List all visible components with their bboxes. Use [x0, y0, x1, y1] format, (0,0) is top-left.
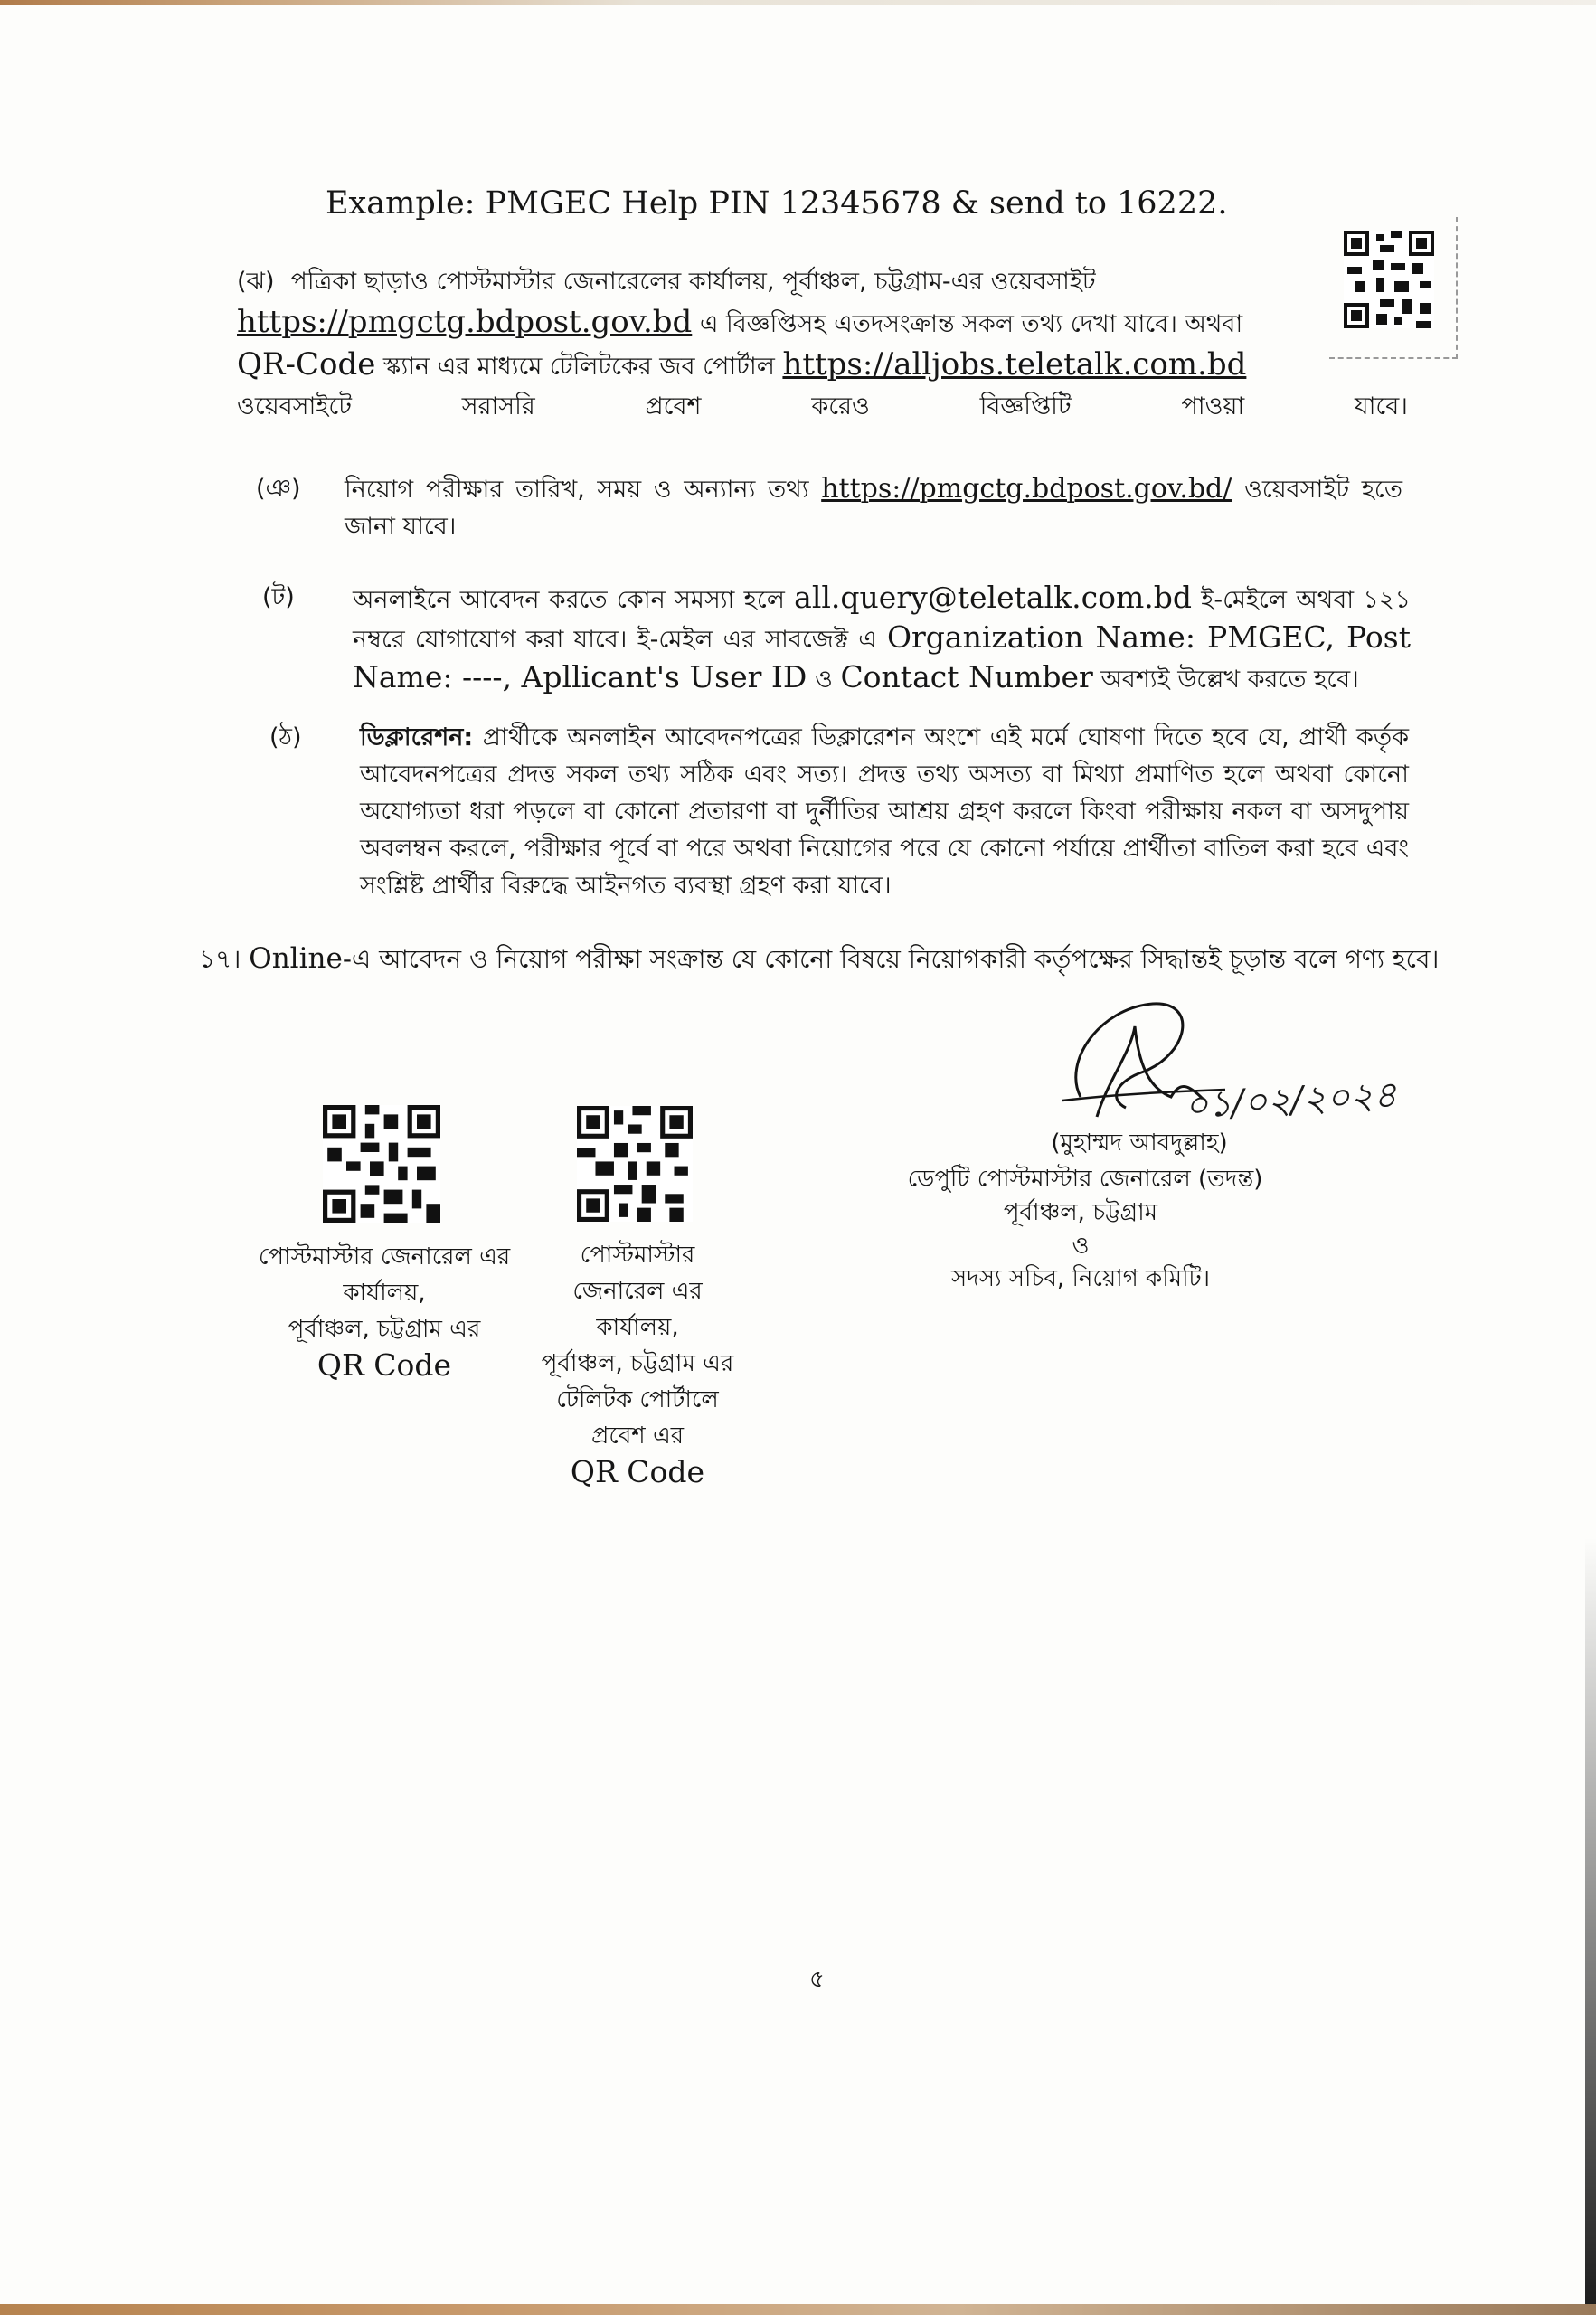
- qr-left-line: পোস্টমাস্টার জেনারেল এর: [258, 1243, 511, 1271]
- qr-right-caption: [511, 1237, 764, 1490]
- qr-right-code-label: QR Code: [570, 1454, 705, 1489]
- page-edge-top: [0, 0, 1596, 5]
- signatory-name: (মুহাম্মদ আবদুল্লাহ): [1051, 1129, 1228, 1157]
- word: সরাসরি: [461, 392, 535, 420]
- section-ta-marker: (ট): [262, 583, 295, 611]
- section-ta-text1: অনলাইনে আবেদন করতে কোন সমস্যা হলে: [353, 586, 795, 614]
- word: পাওয়া: [1181, 392, 1245, 420]
- word: যাবে।: [1355, 392, 1408, 420]
- qr-left-code-label: QR Code: [316, 1347, 452, 1383]
- pmgctg-link[interactable]: https://pmgctg.bdpost.gov.bd: [237, 304, 693, 340]
- qr-right-line: কার্যালয়,: [596, 1314, 679, 1341]
- page-edge-bottom: [0, 2304, 1596, 2315]
- online-word: Online: [249, 942, 343, 975]
- organization-name: Organization Name: PMGEC, Post Name: ----, Apllicant's User ID: [353, 619, 1411, 694]
- section-jha-last-line: [237, 387, 1408, 427]
- qr-right-line: প্রবেশ এর: [590, 1422, 685, 1450]
- signatory-designation: ডেপুটি পোস্টমাস্টার জেনারেল (তদন্ত): [907, 1166, 1263, 1193]
- word: ওয়েবসাইটে: [237, 392, 352, 420]
- qr-right-line: পোস্টমাস্টার: [580, 1242, 695, 1269]
- qr-code-left-icon: [323, 1105, 440, 1223]
- signatory-and: ও: [1072, 1233, 1090, 1260]
- section-jha-line2: এ বিজ্ঞপ্তিসহ এতদসংক্রান্ত সকল তথ্য দেখা যাবে। অথবা: [692, 310, 1243, 338]
- qr-right-line: পূর্বাঞ্চল, চট্টগ্রাম এর: [541, 1350, 734, 1377]
- section-17-number: ১৭।: [199, 944, 241, 974]
- section-nya-marker: (ঞ): [256, 475, 301, 503]
- qr-right-line: টেলিটক পোর্টালে: [556, 1386, 719, 1413]
- signature-date: ০১/০২/২০২৪: [1183, 1073, 1398, 1128]
- section-tha-marker: (ঠ): [269, 723, 302, 751]
- signatory-region: পূর্বাঞ্চল, চট্টগ্রাম: [1003, 1199, 1158, 1226]
- section-17-text: -এ আবেদন ও নিয়োগ পরীক্ষা সংক্রান্ত যে কোনো বিষয়ে নিয়োগকারী কর্তৃপক্ষের সিদ্ধান্তই চূড়ান্ত বলে গণ্য হবে।: [342, 944, 1440, 974]
- contact-number-label: Contact Number: [840, 659, 1093, 694]
- qr-code-label: QR-Code: [237, 346, 376, 383]
- section-jha-line3: স্ক্যান এর মাধ্যমে টেলিটকের জব পোর্টাল: [375, 353, 783, 381]
- section-jha: [237, 262, 1412, 427]
- section-ta-text2: ই-মেইলে অথবা ১২১ নম্বরে যোগাযোগ করা যাবে। ই-মেইল এর সাবজেক্ট এ: [353, 586, 1411, 654]
- qr-right-line: জেনারেল এর: [572, 1278, 703, 1305]
- page-number: ৫: [809, 1966, 825, 1993]
- word: বিজ্ঞপ্তিটি: [979, 392, 1072, 420]
- signature-block: [900, 990, 1406, 1316]
- qr-left-line: কার্যালয়,: [343, 1280, 426, 1307]
- page-edge-right: [1585, 1537, 1596, 2315]
- section-ta: [262, 579, 1415, 696]
- qr-left-line: পূর্বাঞ্চল, চট্টগ্রাম এর: [288, 1316, 481, 1343]
- section-nya-text1: নিয়োগ পরীক্ষার তারিখ, সময় ও অন্যান্য তথ্য: [345, 476, 822, 504]
- declaration-text: প্রার্থীকে অনলাইন আবেদনপত্রের ডিক্লারেশন অংশে এই মর্মে ঘোষণা দিতে হবে যে, প্রার্থী কর্তৃক আবেদনপত্রের প্রদত্ত সকল তথ্য সঠিক এবং সত্য। প্রদত্ত তথ্য অসত্য বা মিথ্যা প্রমাণিত হলে অথবা কোনো অযোগ্যতা ধরা পড়লে বা কোনো প্রতারণা বা দুর্নীতির আশ্রয় গ্রহণ করলে কিংবা পরীক্ষায় নকল বা অসদুপায় অবলম্বন করলে, পরীক্ষার পূর্বে বা পরে অথবা নিয়োগের পরে যে কোনো পর্যায়ে প্রার্থীতা বাতিল করা হবে এবং সংশ্লিষ্ট প্রার্থীর বিরুদ্ধে আইনগত ব্যবস্থা গ্রহণ করা যাবে।: [360, 723, 1409, 900]
- qr-code-right-icon: [577, 1105, 693, 1223]
- pmgctg-link-2[interactable]: https://pmgctg.bdpost.gov.bd/: [821, 473, 1232, 505]
- signatory-role: সদস্য সচিব, নিয়োগ কমিটি।: [951, 1265, 1210, 1292]
- section-17: [199, 940, 1440, 978]
- section-ta-text4: অবশ্যই উল্লেখ করতে হবে।: [1092, 666, 1359, 694]
- declaration-heading: ডিক্লারেশন:: [360, 723, 474, 751]
- qr-left-caption: [249, 1239, 520, 1384]
- section-jha-marker: (ঝ): [237, 268, 275, 296]
- section-nya: [256, 470, 1413, 552]
- section-tha: [269, 719, 1418, 909]
- section-jha-line1: পত্রিকা ছাড়াও পোস্টমাস্টার জেনারেলের কার্যালয়, পূর্বাঞ্চল, চট্টগ্রাম-এর ওয়েবসাইট: [290, 268, 1096, 296]
- word: করেও: [811, 392, 870, 420]
- alljobs-link[interactable]: https://alljobs.teletalk.com.bd: [782, 346, 1247, 383]
- query-email[interactable]: all.query@teletalk.com.bd: [794, 580, 1192, 615]
- example-line: Example: PMGEC Help PIN 12345678 & send to 16222.: [326, 185, 1228, 222]
- word: প্রবেশ: [645, 392, 702, 420]
- section-nya-text2: ওয়েবসাইট হতে জানা যাবে।: [345, 476, 1402, 541]
- section-ta-text3: ও: [807, 666, 841, 694]
